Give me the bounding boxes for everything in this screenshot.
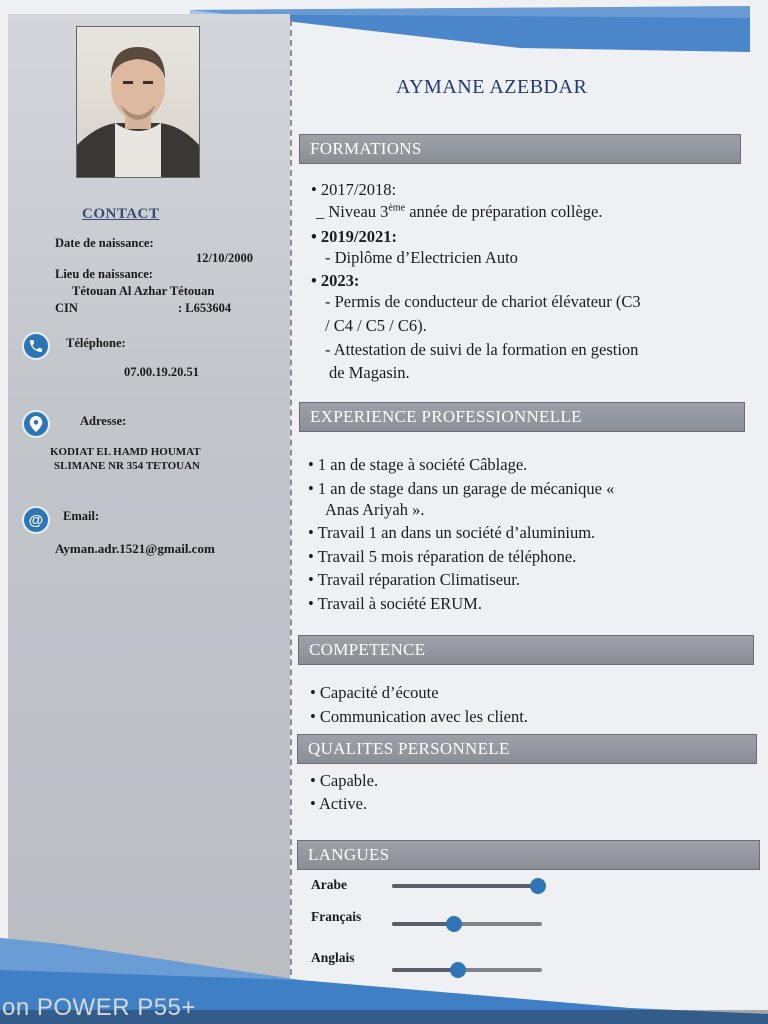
- langues-header: LANGUES: [297, 840, 760, 870]
- experience-item: • 1 an de stage à société Câblage.: [308, 455, 528, 474]
- lang-anglais-label: Anglais: [311, 950, 355, 965]
- formations-item-3b: / C4 / C5 / C6).: [325, 316, 427, 335]
- phone-label: Téléphone:: [66, 336, 126, 350]
- formations-item-3a: - Permis de conducteur de chariot élévateur (C3: [325, 292, 641, 311]
- formations-header: FORMATIONS: [299, 134, 741, 164]
- lang-arabe-knob: [530, 878, 546, 894]
- birth-place: Tétouan Al Azhar Tétouan: [72, 284, 215, 298]
- experience-item: • Travail 1 an dans un société d’aluminium.: [308, 523, 596, 542]
- experience-item: • Travail 5 mois réparation de téléphone.: [308, 547, 577, 566]
- cin-value: : L653604: [178, 301, 232, 315]
- email-label: Email:: [63, 509, 100, 523]
- formations-item-4a: - Attestation de suivi de la formation en gestion: [325, 340, 639, 359]
- location-icon: [22, 410, 50, 438]
- at-icon: @: [22, 506, 50, 534]
- lang-arabe-fill: [392, 884, 538, 888]
- lang-francais-bar: [392, 922, 542, 926]
- formations-year-1: • 2017/2018:: [311, 180, 397, 199]
- email-value: Ayman.adr.1521@gmail.com: [55, 541, 215, 556]
- cin-label: CIN: [55, 301, 78, 315]
- birth-date: 12/10/2000: [196, 251, 253, 265]
- address-label: Adresse:: [80, 414, 127, 428]
- person-name: AYMANE AZEBDAR: [396, 76, 588, 98]
- formations-item-2: - Diplôme d’Electricien Auto: [325, 248, 518, 267]
- experience-item: • Travail réparation Climatiseur.: [308, 570, 521, 589]
- birth-place-label: Lieu de naissance:: [55, 267, 153, 281]
- experience-header: EXPERIENCE PROFESSIONNELLE: [299, 402, 745, 432]
- column-divider: [290, 20, 292, 995]
- lang-arabe-label: Arabe: [311, 877, 347, 892]
- contact-title: CONTACT: [82, 206, 160, 222]
- lang-arabe-bar: [392, 884, 542, 888]
- competence-item: • Communication avec les client.: [310, 707, 528, 726]
- phone-number: 07.00.19.20.51: [124, 365, 199, 379]
- experience-item-cont: Anas Ariyah ».: [325, 500, 425, 519]
- experience-item: • Travail à société ERUM.: [308, 594, 482, 613]
- formations-year-2: • 2019/2021:: [311, 227, 397, 246]
- address-line-1: KODIAT EL HAMD HOUMAT: [50, 446, 201, 458]
- qualites-item: • Capable.: [310, 771, 379, 790]
- competence-item: • Capacité d’écoute: [310, 683, 439, 702]
- formations-year-3: • 2023:: [311, 271, 360, 290]
- lang-francais-fill: [392, 922, 454, 926]
- address-line-2: SLIMANE NR 354 TETOUAN: [54, 460, 200, 472]
- qualites-header: QUALITES PERSONNELE: [297, 734, 757, 764]
- camera-watermark: on POWER P55+: [2, 994, 196, 1021]
- formations-item-4b: de Magasin.: [329, 363, 410, 382]
- experience-item: • 1 an de stage dans un garage de mécanique «: [308, 479, 615, 498]
- birth-date-label: Date de naissance:: [55, 236, 154, 250]
- phone-icon: [22, 332, 50, 360]
- competence-header: COMPETENCE: [298, 635, 754, 665]
- profile-photo: [76, 26, 200, 178]
- formations-item-1: _ Niveau 3ème année de préparation collège.: [316, 202, 603, 221]
- lang-francais-label: Français: [311, 909, 362, 924]
- qualites-item: • Active.: [310, 794, 368, 813]
